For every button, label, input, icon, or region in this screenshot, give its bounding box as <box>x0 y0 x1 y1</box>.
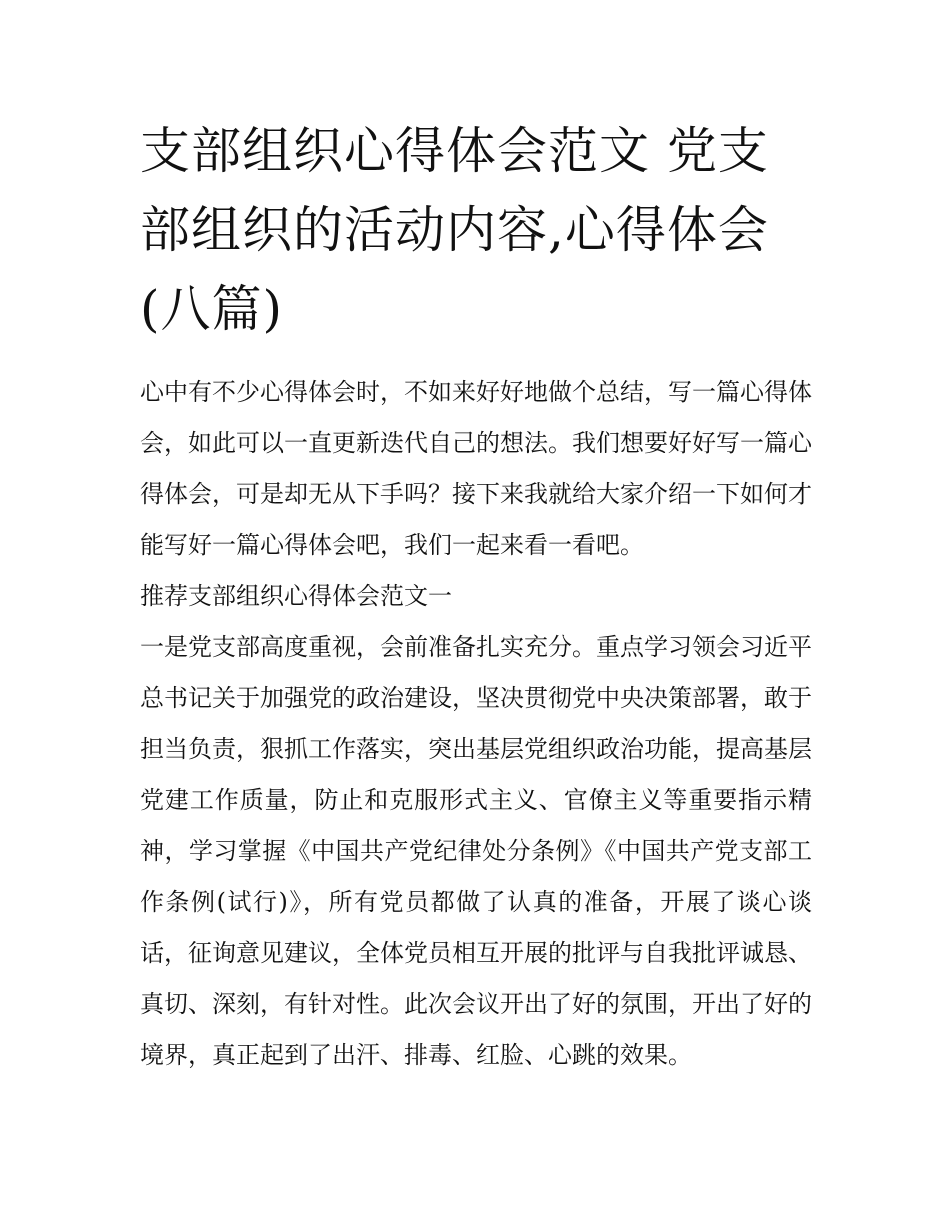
document-content <box>140 112 812 1081</box>
intro-paragraph: 心中有不少心得体会时，不如来好好地做个总结，写一篇心得体会，如此可以一直更新迭代自己的想法。我们想要好好写一篇心得体会，可是却无从下手吗？接下来我就给大家介绍一下如何才能写好一篇心得体会吧，我们一起来看一看吧。 <box>140 378 812 559</box>
document-title: 支部组织心得体会范文 党支部组织的活动内容,心得体会(八篇) <box>140 122 769 338</box>
body-paragraph: 一是党支部高度重视，会前准备扎实充分。重点学习领会习近平总书记关于加强党的政治建设，坚决贯彻党中央决策部署，敢于担当负责，狠抓工作落实，突出基层党组织政治功能，提高基层党建工作质量，防止和克服形式主义、官僚主义等重要指示精神，学习掌握《中国共产党纪律处分条例》《中国共产党支部工作条例(试行)》，所有党员都做了认真的准备，开展了谈心谈话，征询意见建议，全体党员相互开展的批评与自我批评诚恳、真切、深刻，有针对性。此次会议开出了好的氛围，开出了好的境界，真正起到了出汗、排毒、红脸、心跳的效果。 <box>140 633 812 1069</box>
section-heading: 推荐支部组织心得体会范文一 <box>140 582 452 610</box>
